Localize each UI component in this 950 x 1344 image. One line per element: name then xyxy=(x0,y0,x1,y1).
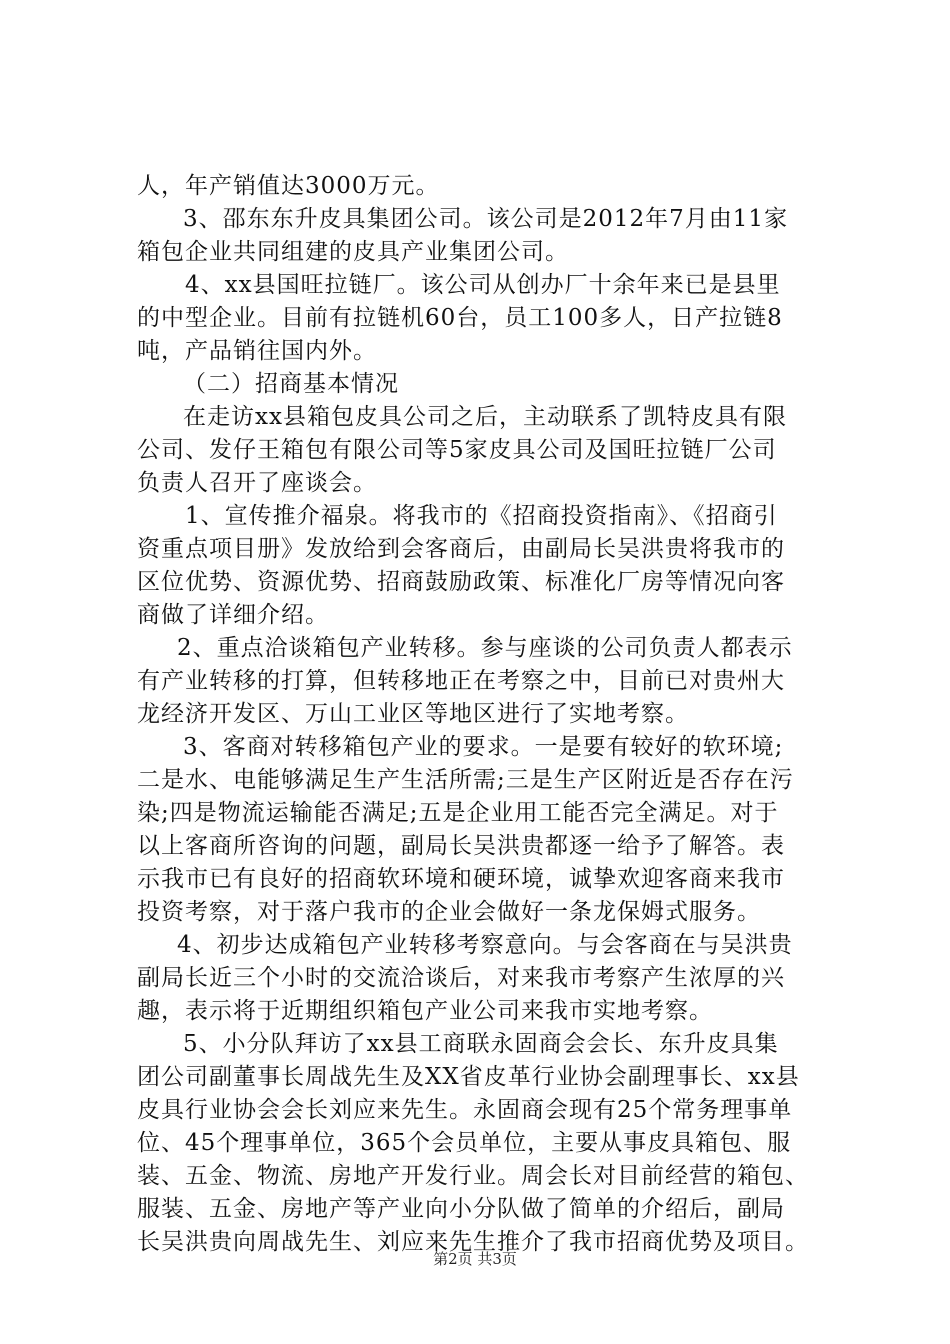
text-line: 投资考察，对于落户我市的企业会做好一条龙保姆式服务。 xyxy=(137,899,761,925)
text-line: 区位优势、资源优势、招商鼓励政策、标准化厂房等情况向客 xyxy=(137,569,785,595)
text-line: 公司、发仔王箱包有限公司等5家皮具公司及国旺拉链厂公司 xyxy=(137,437,777,463)
text-line: 的中型企业。目前有拉链机60台，员工100多人，日产拉链8 xyxy=(137,305,783,331)
document-body xyxy=(137,170,822,1259)
text-line: 2、重点洽谈箱包产业转移。参与座谈的公司负责人都表示 xyxy=(177,635,793,661)
text-line: 龙经济开发区、万山工业区等地区进行了实地考察。 xyxy=(137,701,689,727)
page-number-footer: 第2页 共3页 xyxy=(433,1250,517,1268)
text-line: 二是水、电能够满足生产生活所需;三是生产区附近是否存在污 xyxy=(137,767,794,793)
text-line: 4、xx县国旺拉链厂。该公司从创办厂十余年来已是县里 xyxy=(185,272,781,298)
text-line: 副局长近三个小时的交流洽谈后，对来我市考察产生浓厚的兴 xyxy=(137,965,785,991)
text-line: 5、小分队拜访了xx县工商联永固商会会长、东升皮具集 xyxy=(183,1031,779,1057)
text-line: 负责人召开了座谈会。 xyxy=(137,470,377,496)
text-line: 长吴洪贵向周战先生、刘应来先生推介了我市招商优势及项目。 xyxy=(137,1229,809,1255)
text-line: 装、五金、物流、房地产开发行业。周会长对目前经营的箱包、 xyxy=(137,1163,809,1189)
text-line: 资重点项目册》发放给到会客商后，由副局长吴洪贵将我市的 xyxy=(137,536,785,562)
text-line: 位、45个理事单位，365个会员单位，主要从事皮具箱包、服 xyxy=(137,1130,792,1156)
text-line: 人，年产销值达3000万元。 xyxy=(137,173,440,199)
text-line: 4、初步达成箱包产业转移考察意向。与会客商在与吴洪贵 xyxy=(177,932,793,958)
text-line: 在走访xx县箱包皮具公司之后，主动联系了凯特皮具有限 xyxy=(183,404,787,430)
text-line: 趣，表示将于近期组织箱包产业公司来我市实地考察。 xyxy=(137,998,713,1024)
text-line: 团公司副董事长周战先生及XX省皮革行业协会副理事长、xx县 xyxy=(137,1064,800,1090)
text-line: 吨，产品销往国内外。 xyxy=(137,338,377,364)
text-line: 染;四是物流运输能否满足;五是企业用工能否完全满足。对于 xyxy=(137,800,779,826)
text-line: 有产业转移的打算，但转移地正在考察之中，目前已对贵州大 xyxy=(137,668,785,694)
text-line: 箱包企业共同组建的皮具产业集团公司。 xyxy=(137,239,569,265)
text-line: 示我市已有良好的招商软环境和硬环境，诚挚欢迎客商来我市 xyxy=(137,866,785,892)
section-heading: （二）招商基本情况 xyxy=(183,371,399,397)
text-line: 皮具行业协会会长刘应来先生。永固商会现有25个常务理事单 xyxy=(137,1097,793,1123)
text-line: 3、邵东东升皮具集团公司。该公司是2012年7月由11家 xyxy=(183,206,789,232)
text-line: 1、宣传推介福泉。将我市的《招商投资指南》、《招商引 xyxy=(185,503,778,529)
text-line: 以上客商所咨询的问题，副局长吴洪贵都逐一给予了解答。表 xyxy=(137,833,785,859)
text-line: 3、客商对转移箱包产业的要求。一是要有较好的软环境; xyxy=(183,734,784,760)
text-line: 服装、五金、房地产等产业向小分队做了简单的介绍后，副局 xyxy=(137,1196,785,1222)
text-line: 商做了详细介绍。 xyxy=(137,602,329,628)
